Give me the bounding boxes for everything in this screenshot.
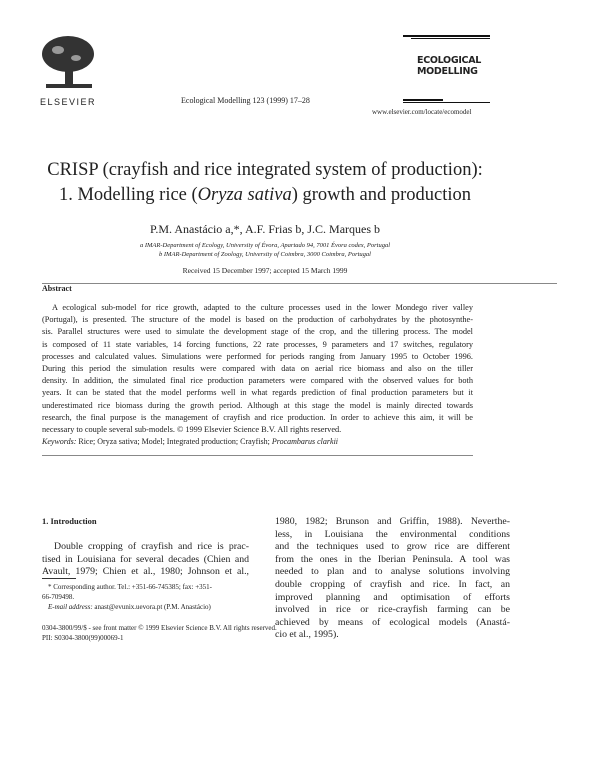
keywords-species: Procambarus clarkii bbox=[271, 437, 339, 446]
copyright-line: 0304-3800/99/$ - see front matter © 1999 Elsevier Science B.V. All rights reserved. bbox=[42, 624, 277, 632]
title-text: 1. Modelling rice ( bbox=[58, 185, 198, 205]
footnote-rule bbox=[42, 578, 76, 579]
text-line: involved in rice or rice-crayfish farming can be bbox=[275, 604, 510, 616]
affiliation-a: a IMAR-Department of Ecology, University of Évora, Apartado 94, 7001 Évora codex, Portugal bbox=[139, 242, 391, 249]
section-heading-introduction: 1. Introduction bbox=[42, 516, 97, 526]
pii-line: PII: S0304-3800(99)00069-1 bbox=[42, 634, 124, 642]
keywords-label: Keywords: bbox=[42, 437, 77, 446]
text-line: underestimated rice biomass during the growth period. Although at this stage the model is mainly directed towards bbox=[42, 400, 473, 410]
elsevier-logo bbox=[40, 34, 97, 107]
journal-logo-line1: ECOLOGICAL bbox=[417, 55, 482, 66]
text-line: from the ones in the Iberian Peninsula. A tool was bbox=[275, 553, 510, 565]
journal-logo-line2: MODELLING bbox=[417, 66, 478, 77]
text-line: achieved by means of ecological models (Anastá- bbox=[275, 616, 510, 628]
text-line: research, the final purpose is the management of crayfish and rice production. In order to achieve this aim, it will be bbox=[42, 412, 473, 422]
text-line: cio et al., 1995). bbox=[275, 629, 339, 641]
keywords bbox=[42, 437, 338, 446]
journal-citation: Ecological Modelling 123 (1999) 17–28 bbox=[181, 96, 310, 105]
text-line: Double cropping of crayfish and rice is prac- bbox=[54, 541, 249, 552]
text-line: improved planning and optimisation of efforts bbox=[275, 591, 510, 603]
text-line: A ecological sub-model for rice growth, adapted to the culture processes used in the lower Mondego river valley bbox=[52, 303, 473, 312]
text-line: Avault, 1979; Chien et al., 1980; Johnson et al., bbox=[42, 566, 249, 578]
text-line: 1980, 1982; Brunson and Griffin, 1988). Neverthe- bbox=[275, 516, 510, 527]
text-line: sis. Parallel structures were used to simulate the development stage of the crop, and the tillering process. The model bbox=[42, 327, 473, 337]
text-line: needed to plan and to analyse solutions involving bbox=[275, 566, 510, 578]
footnote-email bbox=[48, 603, 211, 611]
text-line: necessary to couple several sub-models. © 1999 Elsevier Science B.V. All rights reserved. bbox=[42, 425, 342, 434]
title-species: Oryza sativa bbox=[197, 185, 292, 205]
divider bbox=[42, 455, 473, 456]
footnote-fax: 66-709498. bbox=[42, 593, 75, 601]
text-line: processes and calculated values. Simulations were performed for periods ranging from January 1995 to October 1996. bbox=[42, 351, 473, 361]
text-line: years. It can be stated that the model performs well in what regards prediction of final production parameters but it bbox=[42, 388, 473, 398]
text-line: tised in Louisiana for several decades (Chien and bbox=[42, 553, 249, 565]
elsevier-wordmark: ELSEVIER bbox=[40, 97, 97, 107]
text-line: less, in Louisiana the environmental conditions bbox=[275, 528, 510, 540]
footnote-corresponding: * Corresponding author. Tel.: +351-66-745385; fax: +351- bbox=[48, 583, 212, 591]
received-dates: Received 15 December 1997; accepted 15 March 1999 bbox=[182, 266, 348, 275]
text-line: density. In addition, the simulated final rice production parameters were compared with the observed values for both bbox=[42, 376, 473, 386]
journal-url-link[interactable]: www.elsevier.com/locate/ecomodel bbox=[372, 108, 472, 116]
keywords-list: Rice; Oryza sativa; Model; Integrated production; Crayfish; bbox=[78, 437, 270, 446]
paper-title-line2 bbox=[0, 185, 530, 206]
text-line: (Portugal), is presented. The structure of the model is based on the production of carbohydrates by the photosynthe- bbox=[42, 315, 473, 325]
paper-title-line1: CRISP (crayfish and rice integrated system of production): bbox=[47, 160, 483, 180]
abstract-heading: Abstract bbox=[42, 284, 72, 293]
email-label: E-mail address: bbox=[48, 603, 93, 611]
text-line: is composed of 11 state variables, 14 forcing functions, 22 rate processes, 9 parameters and 17 switches, regulatory bbox=[42, 339, 473, 349]
text-line: and the techniques used to grow rice are different bbox=[275, 541, 510, 553]
text-line: double cropping of crayfish and rice. In fact, an bbox=[275, 579, 510, 590]
title-text: ) growth and production bbox=[291, 185, 472, 205]
divider bbox=[42, 283, 557, 284]
authors: P.M. Anastácio a,*, A.F. Frias b, J.C. Marques b bbox=[149, 222, 381, 236]
text-line: During this period the simulation results were compared with data on aerial rice biomass and also on the tiller bbox=[42, 364, 473, 373]
email-address: anast@evunix.uevora.pt (P.M. Anastácio) bbox=[94, 603, 211, 611]
journal-logo bbox=[403, 35, 490, 107]
tree-icon bbox=[40, 34, 96, 90]
affiliation-b: b IMAR-Department of Zoology, University of Coimbra, 3000 Coimbra, Portugal bbox=[159, 251, 371, 258]
